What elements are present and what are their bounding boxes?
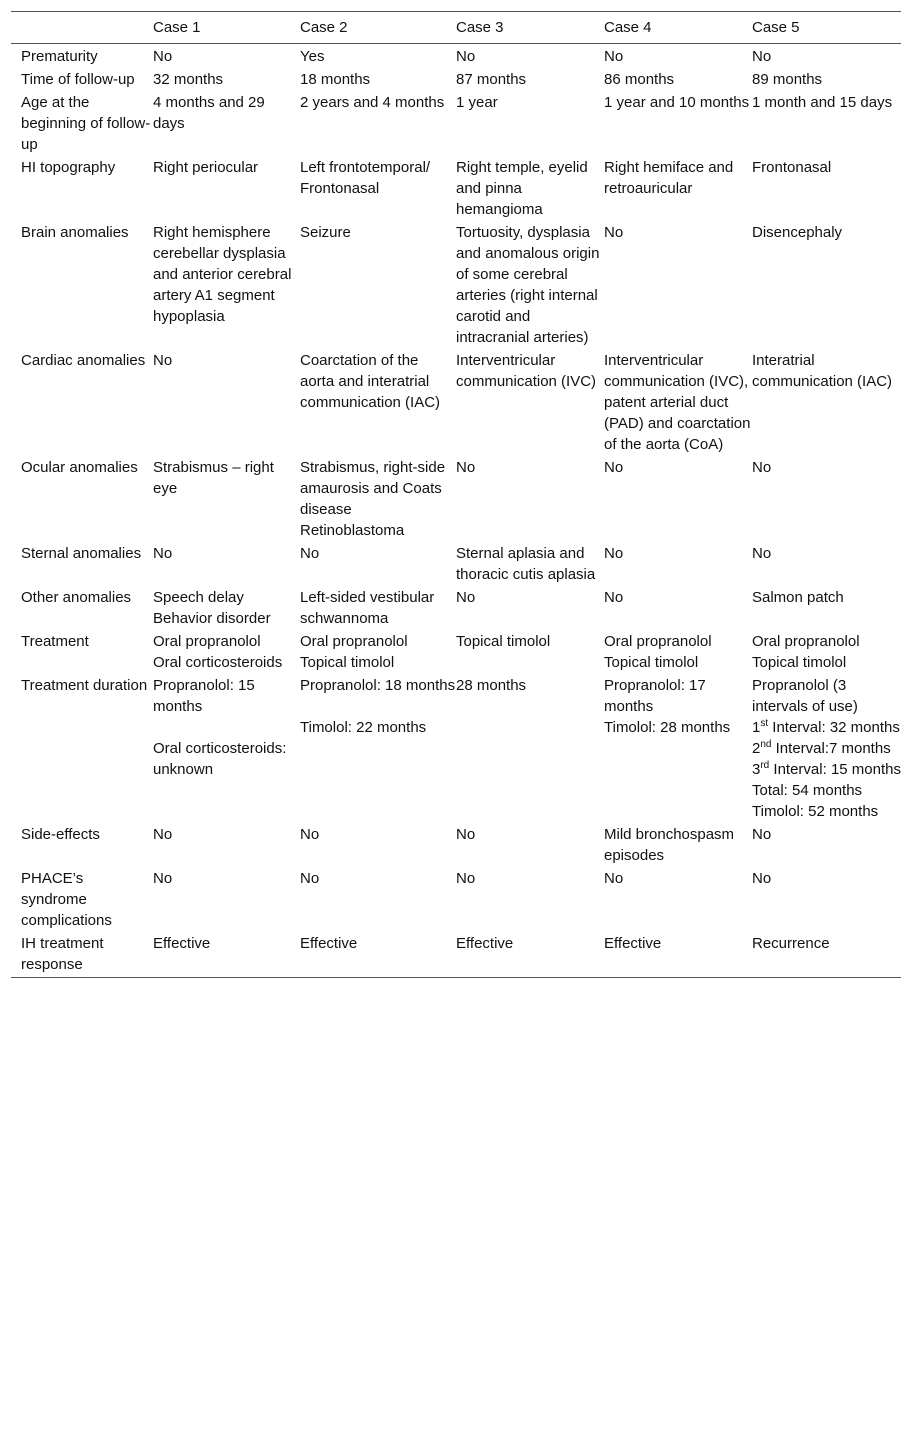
clinical-cases-table (11, 11, 901, 978)
table-cell-case-3 (456, 868, 604, 933)
table-cell-case-5 (752, 675, 901, 824)
row-label: Sternal anomalies (21, 545, 142, 562)
cell-text: Yes (300, 48, 325, 65)
table-row (11, 157, 901, 222)
table-cell-case-3 (456, 631, 604, 675)
table-row (11, 675, 901, 824)
table-row (11, 69, 901, 92)
table-cell-case-4 (604, 675, 752, 824)
table-cell-case-5 (752, 157, 901, 222)
table-cell-case-5 (752, 824, 901, 868)
cell-text: No (604, 224, 624, 241)
cell-text: Effective (300, 935, 358, 952)
table-cell-case-3 (456, 157, 604, 222)
cell-text: Recurrence (752, 935, 830, 952)
table-cell-case-5 (752, 587, 901, 631)
table-cell-case-3 (456, 44, 604, 70)
cell-text: Left-sided vestibular schwannoma (300, 589, 435, 627)
header-row (11, 12, 901, 44)
cell-text: Disencephaly (752, 224, 843, 241)
row-label: Prematurity (21, 48, 98, 65)
table-cell-case-4 (604, 631, 752, 675)
cell-text: No (604, 545, 624, 562)
cell-text: No (752, 826, 772, 843)
table-cell-case-4 (604, 350, 752, 457)
cell-text: 28 months (456, 677, 527, 694)
table-row (11, 631, 901, 675)
table-row (11, 543, 901, 587)
header-cell-empty (11, 12, 153, 44)
table-cell-case-5 (752, 69, 901, 92)
cell-text: Oral propranolol (604, 633, 712, 650)
row-label: Other anomalies (21, 589, 132, 606)
cell-text: Strabismus – right eye (153, 459, 274, 497)
cell-text: Timolol: 28 months (604, 719, 731, 736)
row-label: HI topography (21, 159, 116, 176)
cell-text: No (604, 870, 624, 887)
table-cell-case-5 (752, 350, 901, 457)
cell-text: No (604, 459, 624, 476)
row-label: Brain anomalies (21, 224, 129, 241)
cell-text: No (153, 352, 173, 369)
table-cell-case-2 (300, 350, 456, 457)
table-cell-case-1 (153, 157, 300, 222)
cell-text: Effective (456, 935, 514, 952)
table-cell-case-5 (752, 868, 901, 933)
table-cell-case-3 (456, 824, 604, 868)
cell-text: No (153, 870, 173, 887)
table-container (11, 11, 901, 978)
table-cell-case-3 (456, 675, 604, 824)
table-cell-case-1 (153, 543, 300, 587)
cell-text: Right hemisphere cerebellar dysplasia and anterior cerebral artery A1 segment hypoplasia (153, 224, 292, 325)
table-cell-case-2 (300, 868, 456, 933)
cell-text: No (456, 870, 476, 887)
header-case-5: Case 5 (752, 19, 800, 36)
cell-text: 1 month and 15 days (752, 94, 893, 111)
cell-text: No (604, 48, 624, 65)
cell-text: No (604, 589, 624, 606)
table-cell-case-5 (752, 933, 901, 978)
cell-text: No (456, 459, 476, 476)
table-cell-case-2 (300, 631, 456, 675)
table-cell-case-5 (752, 222, 901, 350)
table-row (11, 222, 901, 350)
table-cell-case-2 (300, 157, 456, 222)
cell-text: No (752, 870, 772, 887)
table-cell-case-2 (300, 587, 456, 631)
table-cell-case-1 (153, 868, 300, 933)
cell-text: Interventricular communication (IVC) (456, 352, 597, 390)
header-case-4: Case 4 (604, 19, 652, 36)
cell-text: No (153, 48, 173, 65)
table-cell-case-1 (153, 824, 300, 868)
table-row (11, 350, 901, 457)
cell-text: 89 months (752, 71, 823, 88)
table-cell-case-3 (456, 92, 604, 157)
cell-text: 87 months (456, 71, 527, 88)
table-cell-case-4 (604, 824, 752, 868)
cell-text: 2nd Interval:7 months (752, 739, 891, 757)
cell-text: Propranolol: 18 months (300, 677, 456, 694)
table-cell-case-4 (604, 587, 752, 631)
cell-text: Propranolol (3 intervals of use) (752, 677, 858, 715)
header-case-1: Case 1 (153, 19, 201, 36)
table-cell-case-1 (153, 675, 300, 824)
table-header (11, 12, 901, 44)
cell-text: 4 months and 29 days (153, 94, 265, 132)
cell-text: Topical timolol (456, 633, 551, 650)
cell-text: No (752, 545, 772, 562)
table-cell-case-2 (300, 543, 456, 587)
table-cell-case-3 (456, 457, 604, 543)
cell-text: Oral corticosteroids (153, 654, 283, 671)
cell-text: No (300, 826, 320, 843)
table-cell-case-3 (456, 350, 604, 457)
cell-text: Retinoblastoma (300, 522, 405, 539)
table-cell-case-1 (153, 222, 300, 350)
cell-text: Mild bronchospasm episodes (604, 826, 735, 864)
table-cell-case-4 (604, 157, 752, 222)
cell-text: Effective (153, 935, 211, 952)
row-label: Ocular anomalies (21, 459, 138, 476)
row-label: Age at the beginning of follow-up (21, 94, 151, 153)
table-cell-case-5 (752, 92, 901, 157)
table-cell-case-4 (604, 69, 752, 92)
cell-text: 3rd Interval: 15 months (752, 760, 901, 778)
table-row (11, 933, 901, 978)
cell-text: Total: 54 months (752, 782, 863, 799)
table-cell-case-2 (300, 675, 456, 824)
cell-text: Propranolol: 17 months (604, 677, 706, 715)
cell-text: Right periocular (153, 159, 259, 176)
table-cell-case-2 (300, 933, 456, 978)
cell-text: Coarctation of the aorta and interatrial communication (IAC) (300, 352, 441, 411)
table-cell-case-1 (153, 44, 300, 70)
cell-text: Right hemiface and retroauricular (604, 159, 734, 197)
table-cell-case-4 (604, 457, 752, 543)
cell-text: No (300, 545, 320, 562)
table-cell-case-4 (604, 933, 752, 978)
cell-text: Left frontotemporal/ Frontonasal (300, 159, 431, 197)
row-label: Treatment (21, 633, 89, 650)
cell-text: 2 years and 4 months (300, 94, 445, 111)
cell-text: No (300, 870, 320, 887)
table-cell-case-1 (153, 631, 300, 675)
header-case-2: Case 2 (300, 19, 348, 36)
row-label: Time of follow-up (21, 71, 135, 88)
cell-text: Propranolol: 15 months (153, 677, 255, 715)
table-cell-case-2 (300, 222, 456, 350)
table-cell-case-1 (153, 92, 300, 157)
cell-text: Timolol: 22 months (300, 719, 427, 736)
table-cell-case-1 (153, 69, 300, 92)
cell-text: No (456, 826, 476, 843)
table-cell-case-1 (153, 350, 300, 457)
cell-text: 1st Interval: 32 months (752, 718, 900, 736)
table-cell-case-4 (604, 44, 752, 70)
row-label: IH treatment response (21, 935, 104, 973)
table-row (11, 457, 901, 543)
cell-text: Tortuosity, dysplasia and anomalous origin of some cerebral arteries (right internal carotid and intracranial arteries) (456, 224, 600, 346)
table-row (11, 92, 901, 157)
table-cell-case-3 (456, 69, 604, 92)
cell-text: 18 months (300, 71, 371, 88)
table-cell-case-1 (153, 587, 300, 631)
cell-text: Seizure (300, 224, 351, 241)
cell-text: 32 months (153, 71, 224, 88)
cell-text: Topical timolol (604, 654, 699, 671)
cell-text: Speech delay (153, 589, 244, 606)
table-cell-case-5 (752, 44, 901, 70)
table-cell-case-5 (752, 631, 901, 675)
table-cell-case-1 (153, 457, 300, 543)
cell-text: 86 months (604, 71, 675, 88)
cell-text: No (153, 545, 173, 562)
table-cell-case-4 (604, 543, 752, 587)
table-cell-case-1 (153, 933, 300, 978)
cell-text: Interatrial communication (IAC) (752, 352, 893, 390)
cell-text: Salmon patch (752, 589, 844, 606)
cell-text: Strabismus, right-side amaurosis and Coats disease (300, 459, 446, 518)
cell-text: Effective (604, 935, 662, 952)
cell-text: Interventricular communication (IVC), patent arterial duct (PAD) and coarctation of the aorta (CoA) (604, 352, 751, 453)
table-cell-case-2 (300, 44, 456, 70)
table-cell-case-3 (456, 933, 604, 978)
row-label: Treatment duration (21, 677, 148, 694)
cell-text: No (456, 48, 476, 65)
cell-text: Frontonasal (752, 159, 832, 176)
cell-text: Topical timolol (300, 654, 395, 671)
table-row (11, 824, 901, 868)
table-cell-case-3 (456, 587, 604, 631)
cell-text: Oral propranolol (300, 633, 408, 650)
cell-text: Sternal aplasia and thoracic cutis aplasia (456, 545, 596, 583)
row-label: Side-effects (21, 826, 100, 843)
table-cell-case-2 (300, 457, 456, 543)
table-cell-case-3 (456, 543, 604, 587)
table-cell-case-2 (300, 69, 456, 92)
cell-text: No (456, 589, 476, 606)
cell-spacer (300, 696, 456, 717)
cell-text: Topical timolol (752, 654, 847, 671)
table-cell-case-4 (604, 222, 752, 350)
cell-text: Timolol: 52 months (752, 803, 879, 820)
cell-text: Right temple, eyelid and pinna hemangioma (456, 159, 588, 218)
cell-text: Behavior disorder (153, 610, 271, 627)
table-row (11, 868, 901, 933)
table-cell-case-4 (604, 92, 752, 157)
header-case-3: Case 3 (456, 19, 504, 36)
row-label: PHACE’s syndrome complications (21, 870, 112, 929)
table-cell-case-4 (604, 868, 752, 933)
row-label: Cardiac anomalies (21, 352, 146, 369)
cell-text: No (153, 826, 173, 843)
cell-text: No (752, 48, 772, 65)
cell-text: Oral propranolol (153, 633, 261, 650)
table-body (11, 44, 901, 978)
table-row (11, 44, 901, 70)
table-cell-case-2 (300, 92, 456, 157)
cell-text: No (752, 459, 772, 476)
table-cell-case-3 (456, 222, 604, 350)
cell-text: Oral corticosteroids: unknown (153, 740, 287, 778)
cell-text: Oral propranolol (752, 633, 860, 650)
cell-text: 1 year (456, 94, 498, 111)
cell-text: 1 year and 10 months (604, 94, 750, 111)
table-row (11, 587, 901, 631)
cell-spacer (153, 717, 300, 738)
table-cell-case-5 (752, 543, 901, 587)
table-cell-case-5 (752, 457, 901, 543)
table-cell-case-2 (300, 824, 456, 868)
